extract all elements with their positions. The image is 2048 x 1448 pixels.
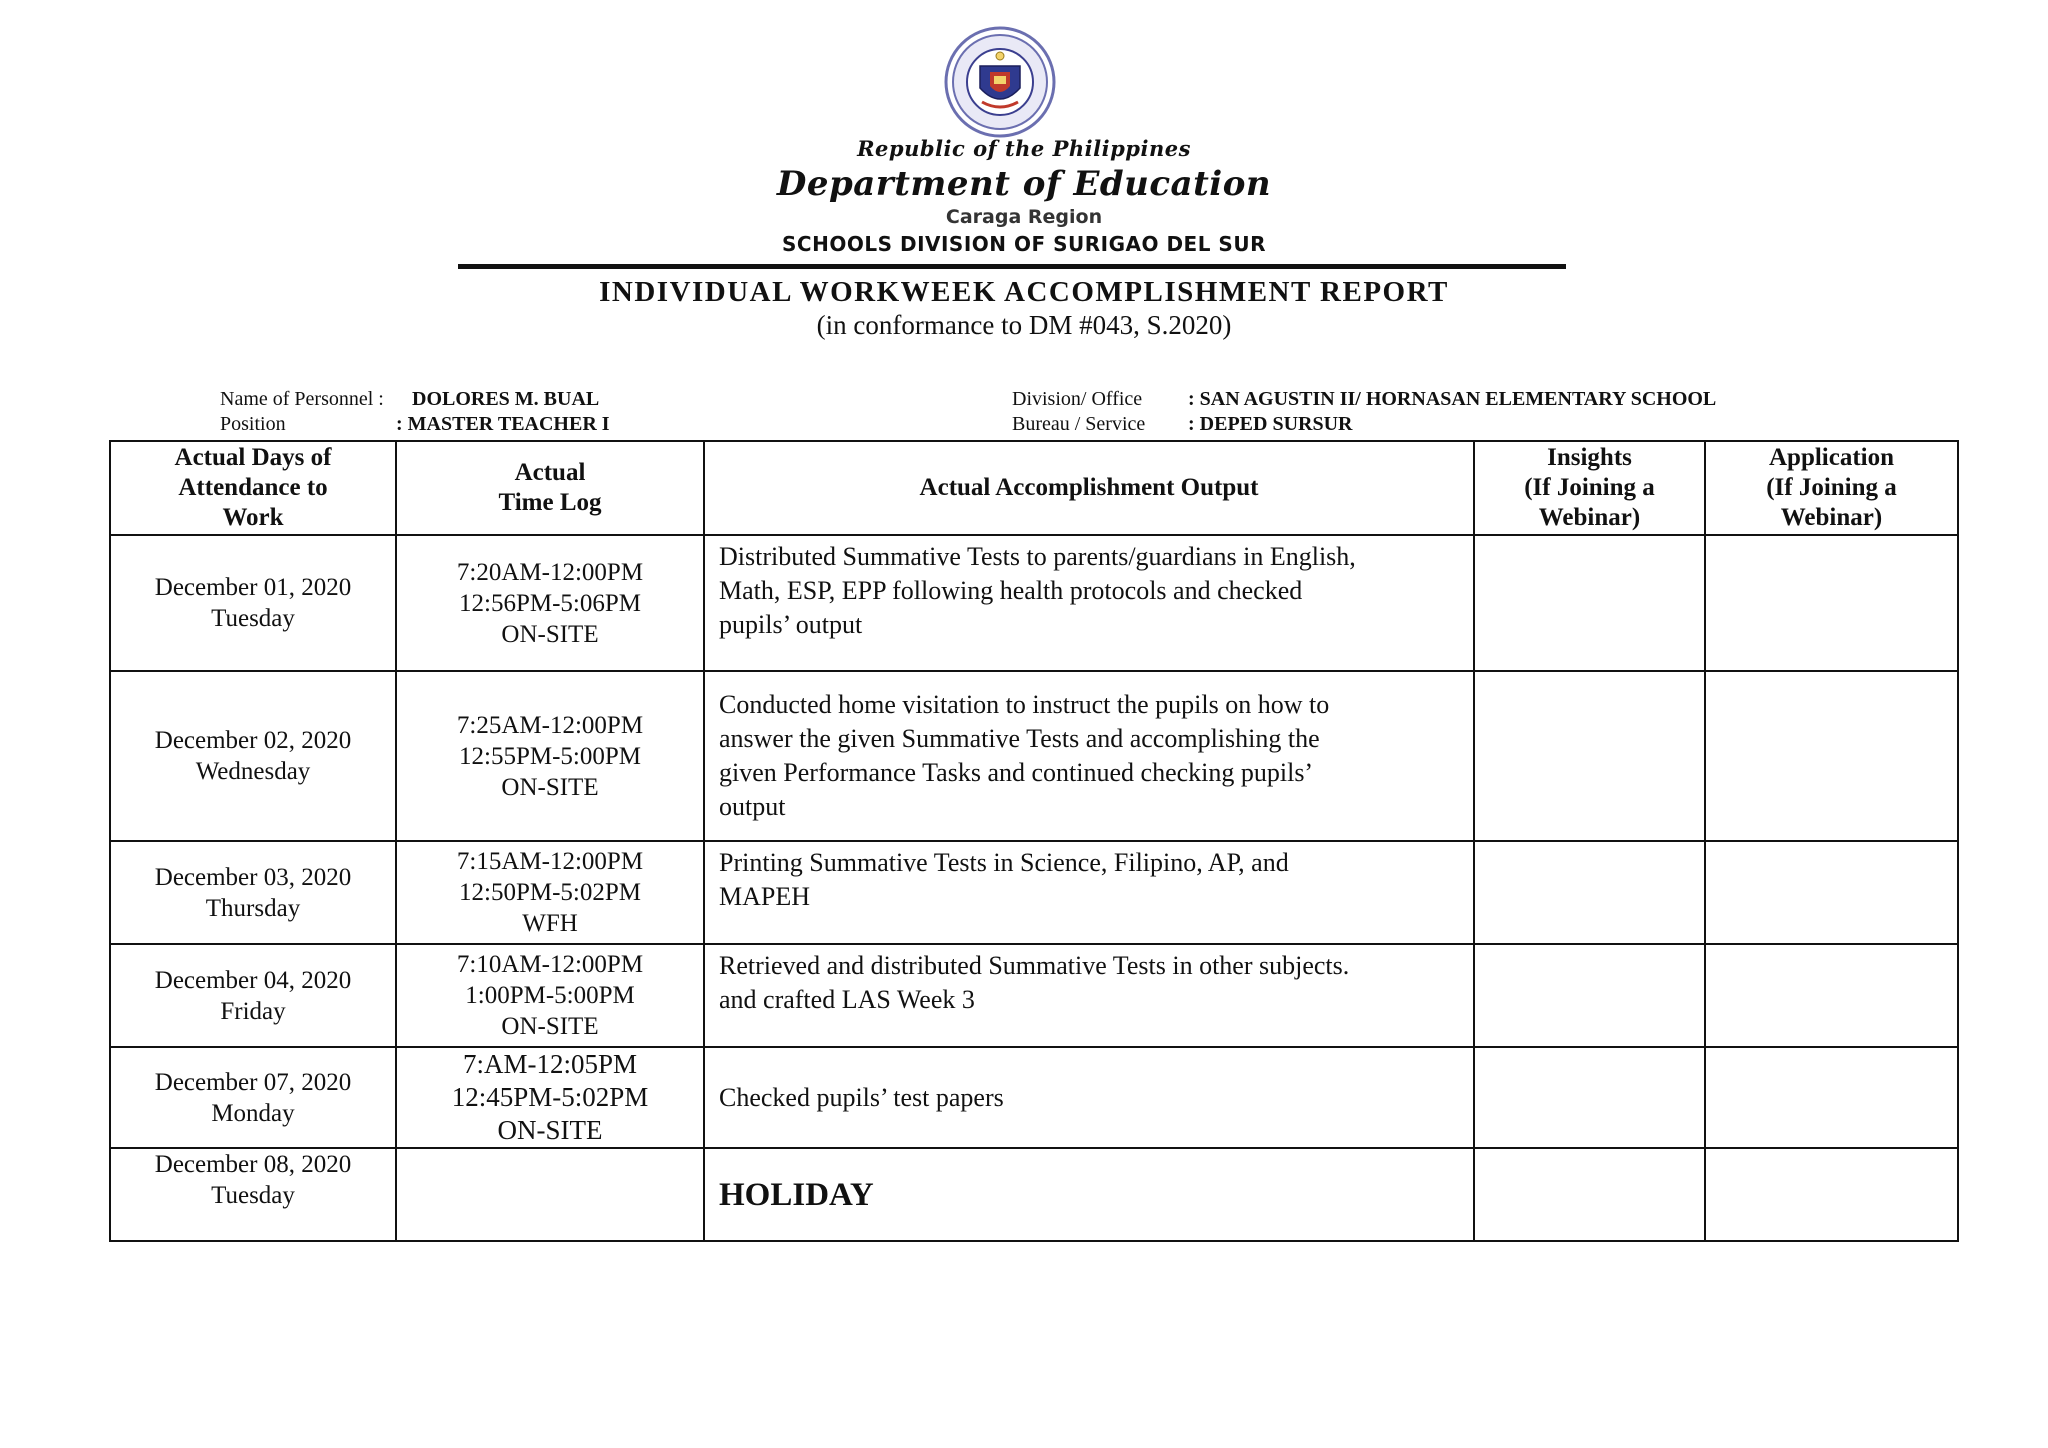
- table-row: [110, 1047, 1958, 1148]
- position-value: : MASTER TEACHER I: [396, 413, 610, 435]
- region-heading: Caraga Region: [945, 206, 1103, 228]
- date-cell: December 04, 2020 Friday: [110, 944, 396, 1047]
- division-office-value: : SAN AGUSTIN II/ HORNASAN ELEMENTARY SCHOOL: [1188, 388, 1717, 410]
- table-row: [110, 1148, 1958, 1241]
- output-cell: Printing Summative Tests in Science, Filipino, AP, and MAPEH: [704, 841, 1474, 944]
- time-log-cell: 7:25AM-12:00PM 12:55PM-5:00PM ON-SITE: [396, 671, 704, 841]
- output-cell: Conducted home visitation to instruct the pupils on how to answer the given Summative Tests and accomplishing the given Performance Tasks and continued checking pupils’ output: [704, 671, 1474, 841]
- insights-cell: [1474, 1148, 1705, 1241]
- table-row: [110, 535, 1958, 671]
- time-log-cell: 7:20AM-12:00PM 12:56PM-5:06PM ON-SITE: [396, 535, 704, 671]
- insights-cell: [1474, 944, 1705, 1047]
- output-cell: Checked pupils’ test papers: [704, 1047, 1474, 1148]
- deped-seal-logo: [944, 26, 1056, 138]
- time-log-cell: 7:10AM-12:00PM 1:00PM-5:00PM ON-SITE: [396, 944, 704, 1047]
- table-row: [110, 841, 1958, 944]
- header-days: Actual Days of Attendance to Work: [110, 441, 396, 535]
- output-cell: Distributed Summative Tests to parents/guardians in English, Math, ESP, EPP following health protocols and checked pupils’ output: [704, 535, 1474, 671]
- accomplishment-table: [109, 440, 1959, 1242]
- table-row: [110, 944, 1958, 1047]
- report-subtitle: (in conformance to DM #043, S.2020): [816, 310, 1232, 340]
- division-office-label: Division/ Office: [1012, 388, 1143, 410]
- header-output: Actual Accomplishment Output: [704, 441, 1474, 535]
- output-cell-holiday: HOLIDAY: [704, 1148, 1474, 1241]
- table-row: [110, 671, 1958, 841]
- report-title: INDIVIDUAL WORKWEEK ACCOMPLISHMENT REPORT: [599, 276, 1449, 308]
- insights-cell: [1474, 1047, 1705, 1148]
- republic-heading: Republic of the Philippines: [857, 136, 1191, 161]
- table-header-row: [110, 441, 1958, 535]
- output-cell: Retrieved and distributed Summative Tests in other subjects. and crafted LAS Week 3: [704, 944, 1474, 1047]
- name-label: Name of Personnel :: [220, 388, 384, 410]
- date-cell: December 07, 2020 Monday: [110, 1047, 396, 1148]
- header-application: Application (If Joining a Webinar): [1705, 441, 1958, 535]
- date-cell: December 08, 2020 Tuesday: [110, 1148, 396, 1241]
- application-cell: [1705, 1047, 1958, 1148]
- insights-cell: [1474, 841, 1705, 944]
- application-cell: [1705, 1148, 1958, 1241]
- header-insights: Insights (If Joining a Webinar): [1474, 441, 1705, 535]
- date-cell: December 03, 2020 Thursday: [110, 841, 396, 944]
- insights-cell: [1474, 671, 1705, 841]
- position-label: Position: [220, 413, 286, 435]
- bureau-value: : DEPED SURSUR: [1188, 413, 1353, 435]
- division-heading: SCHOOLS DIVISION OF SURIGAO DEL SUR: [782, 232, 1266, 256]
- application-cell: [1705, 944, 1958, 1047]
- insights-cell: [1474, 535, 1705, 671]
- header-divider: [458, 264, 1566, 269]
- time-log-cell: [396, 1148, 704, 1241]
- application-cell: [1705, 841, 1958, 944]
- department-heading: Department of Education: [776, 164, 1272, 204]
- date-cell: December 01, 2020 Tuesday: [110, 535, 396, 671]
- application-cell: [1705, 535, 1958, 671]
- time-log-cell: 7:AM-12:05PM 12:45PM-5:02PM ON-SITE: [396, 1047, 704, 1148]
- application-cell: [1705, 671, 1958, 841]
- header-time-log: Actual Time Log: [396, 441, 704, 535]
- bureau-label: Bureau / Service: [1012, 413, 1146, 435]
- name-value: DOLORES M. BUAL: [412, 388, 600, 410]
- time-log-cell: 7:15AM-12:00PM 12:50PM-5:02PM WFH: [396, 841, 704, 944]
- date-cell: December 02, 2020 Wednesday: [110, 671, 396, 841]
